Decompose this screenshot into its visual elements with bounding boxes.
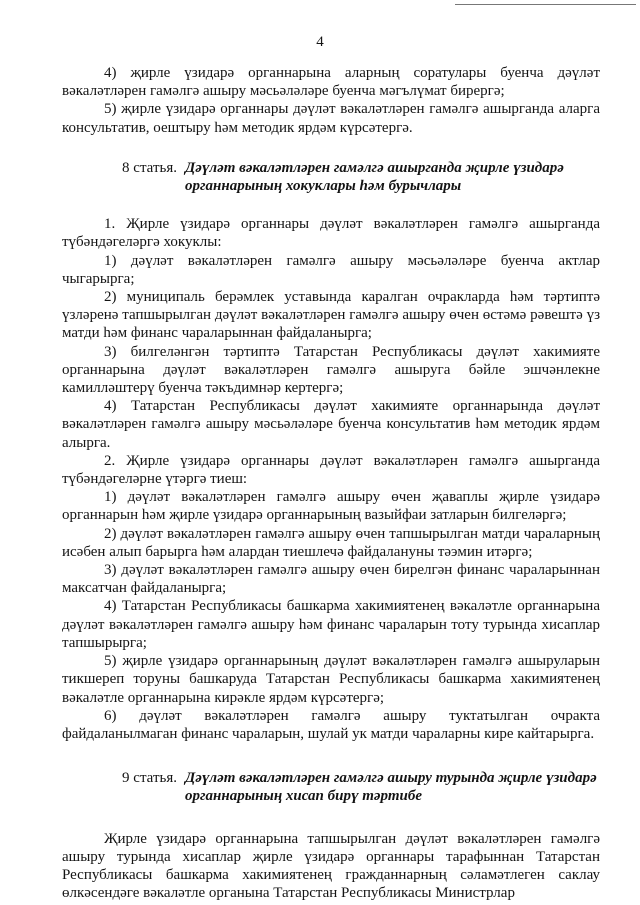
article-8-title-line1: Дәүләт вәкаләтләрен гамәлгә ашырганда җирле үзидарә [185,159,564,176]
article-8-number: 8 статья. [122,159,177,176]
article-9-paragraph: Җирле үзидарә органнарына тапшырылган дәүләт вәкаләтләрен гамәлгә ашыру турында хисаплар җирле үзидарә органнары тарафыннан Татарстан Республикасы башкарма хакимиятенең гражданнарның сәламәтлеген саклау өлкәсендәге вәкаләтле органына Татарстан Республикасы Министрлар [62,830,600,902]
header-rule [455,4,636,5]
article-8-paragraph: 4) Татарстан Республикасы дәүләт хакимияте органнарында дәүләт вәкаләтләрен гамәлгә ашыру мәсьәләләре буенча консультатив һәм методик ярдәм алырга. [62,398,600,451]
article-8-paragraph: 6) дәүләт вәкаләтләрен гамәлгә ашыру туктатылган очракта файдаланылмаган финанс чараларын, шулай ук матди чараларны кире кайтарырга. [62,707,600,742]
article-9-title-line1: Дәүләт вәкаләтләрен гамәлгә ашыру турында җирле үзидарә [185,770,597,787]
article-8-paragraph: 1) дәүләт вәкаләтләрен гамәлгә ашыру өчен җаваплы җирле үзидарә органнарын һәм җирле үзидарә органнарының вазыйфаи затларын билгеләргә; [62,489,600,524]
article-8-heading [62,159,600,195]
article-8-paragraph: 5) җирле үзидарә органнарының дәүләт вәкаләтләрен гамәлгә ашыруларын тикшереп торуны башкаруда Татарстан Республикасы башкарма хакимиятенең вәкаләтле органнарына кирәкле ярдәм күрсәтергә; [62,653,600,706]
article-8-paragraph: 2. Җирле үзидарә органнары дәүләт вәкаләтләрен гамәлгә ашырганда түбәндәгеләрне үтәргә тиеш: [62,452,600,488]
article-8-paragraph: 4) Татарстан Республикасы башкарма хакимиятенең вәкаләтле органнарына дәүләт вәкаләтләрен гамәлгә ашыру һәм финанс чараларын тоту турында хисаплар тапшырырга; [62,598,600,651]
intro-item-5: 5) җирле үзидарә органнары дәүләт вәкаләтләрен гамәлгә ашырганда аларга консультатив, оештыру һәм методик ярдәм күрсәтергә. [62,101,600,136]
intro-item-4: 4) җирле үзидарә органнарына аларның соратулары буенча дәүләт вәкаләтләрен гамәлгә ашыру мәсьәләләре буенча мәгълүмат бирергә; [62,65,600,100]
article-8-paragraph: 3) билгеләнгән тәртиптә Татарстан Республикасы дәүләт хакимияте органнарына дәүләт вәкаләтләрен гамәлгә ашыруга бәйле эшчәнлекне камилләштерү буенча тәкъдимнәр кертергә; [62,343,600,397]
document-body [62,64,600,902]
article-8-paragraph: 2) муниципаль берәмлек уставында каралган очракларда һәм тәртиптә үзләренә тапшырылган дәүләт вәкаләтләрен гамәлгә ашыру өчен өстәмә рәвештә үз матди һәм финанс чараларыннан файдаланырга; [62,289,600,342]
page-number: 4 [316,34,324,50]
article-8-paragraph: 1) дәүләт вәкаләтләрен гамәлгә ашыру мәсьәләләре буенча актлар чыгарырга; [62,252,600,287]
article-8-paragraph: 3) дәүләт вәкаләтләрен гамәлгә ашыру өчен бирелгән финанс чараларыннан максатчан файдаланырга; [62,562,600,597]
article-8-paragraph: 1. Җирле үзидарә органнары дәүләт вәкаләтләрен гамәлгә ашырганда түбәндәгеләргә хокуклы: [62,216,600,251]
article-8-paragraph: 2) дәүләт вәкаләтләрен гамәлгә ашыру өчен тапшырылган матди чараларның исәбен алып барырга һәм алардан тиешлечә файдалануны тәэмин итәргә; [62,525,600,560]
article-9-heading [62,769,600,805]
article-9-number: 9 статья. [122,770,177,787]
article-8-title-line2: органнарының хокуклары һәм бурычлары [185,178,462,195]
article-9-title-line2: органнарының хисап бирү тәртибе [185,788,422,805]
